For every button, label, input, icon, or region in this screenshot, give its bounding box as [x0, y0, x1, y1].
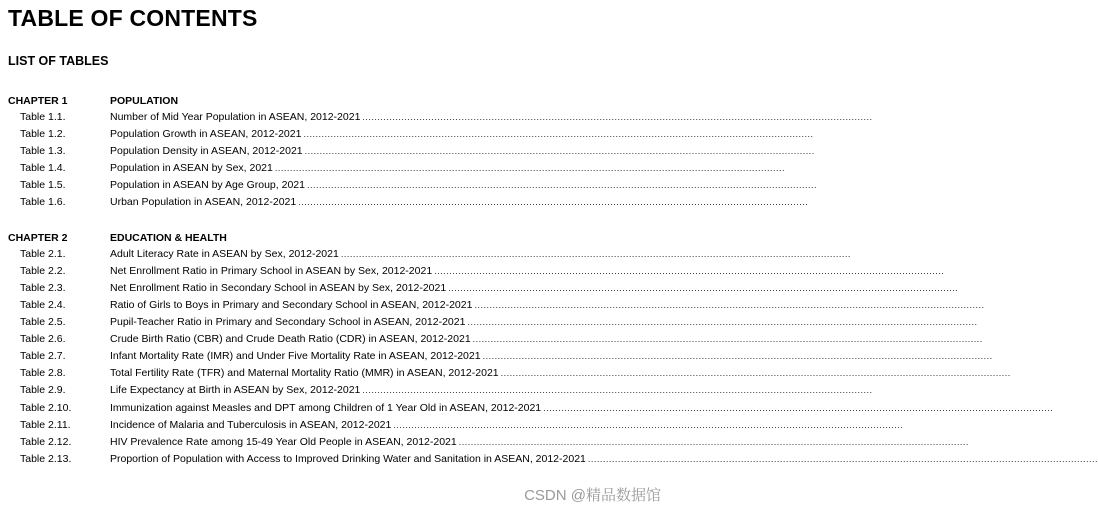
dot-leader: ..........................................................................................................................................................................: [467, 317, 978, 327]
toc-entry[interactable]: [20, 417, 904, 434]
table-number: Table 2.12.: [20, 436, 72, 448]
toc-entry[interactable]: [20, 194, 809, 211]
chapter-number: CHAPTER 2: [8, 232, 68, 244]
toc-entry[interactable]: [20, 263, 945, 280]
table-title: Population Density in ASEAN, 2012-2021: [110, 145, 303, 157]
toc-entry[interactable]: [20, 143, 815, 160]
toc-entry[interactable]: [20, 382, 873, 399]
toc-entry[interactable]: [20, 314, 978, 331]
table-title: Urban Population in ASEAN, 2012-2021: [110, 196, 297, 208]
toc-entry[interactable]: [20, 400, 1054, 417]
table-number: Table 1.6.: [20, 196, 66, 208]
table-number: Table 2.11.: [20, 419, 71, 431]
table-title: Crude Birth Ratio (CBR) and Crude Death Ratio (CDR) in ASEAN, 2012-2021: [110, 333, 471, 345]
chapter-name: EDUCATION & HEALTH: [110, 232, 227, 244]
table-title: Infant Mortality Rate (IMR) and Under Five Mortality Rate in ASEAN, 2012-2021: [110, 350, 481, 362]
list-of-tables-heading: LIST OF TABLES: [8, 54, 109, 68]
table-number: Table 2.5.: [20, 316, 66, 328]
dot-leader: ..........................................................................................................................................................................: [304, 146, 815, 156]
table-number: Table 1.4.: [20, 162, 66, 174]
table-number: Table 2.6.: [20, 333, 66, 345]
table-title: Population Growth in ASEAN, 2012-2021: [110, 128, 302, 140]
table-title: Incidence of Malaria and Tuberculosis in ASEAN, 2012-2021: [110, 419, 392, 431]
toc-entry[interactable]: [20, 126, 814, 143]
table-title: Adult Literacy Rate in ASEAN by Sex, 2012-2021: [110, 248, 339, 260]
dot-leader: ..........................................................................................................................................................................: [306, 180, 818, 190]
table-title: HIV Prevalence Rate among 15-49 Year Old People in ASEAN, 2012-2021: [110, 436, 457, 448]
table-title: Ratio of Girls to Boys in Primary and Secondary School in ASEAN, 2012-2021: [110, 299, 473, 311]
table-title: Net Enrollment Ratio in Secondary School in ASEAN by Sex, 2012-2021: [110, 282, 447, 294]
chapter-name: POPULATION: [110, 95, 179, 107]
dot-leader: ..........................................................................................................................................................................: [448, 283, 959, 293]
toc-entry[interactable]: [20, 177, 818, 194]
table-title: Life Expectancy at Birth in ASEAN by Sex, 2012-2021: [110, 384, 361, 396]
dot-leader: ..........................................................................................................................................................................: [482, 351, 993, 361]
chapter-number: CHAPTER 1: [8, 95, 68, 107]
chapter-heading: [8, 93, 675, 109]
dot-leader: ..........................................................................................................................................................................: [298, 197, 809, 207]
table-number: Table 2.7.: [20, 350, 66, 362]
dot-leader: ..........................................................................................................................................................................: [362, 385, 873, 395]
toc-entry[interactable]: [20, 297, 985, 314]
table-title: Pupil-Teacher Ratio in Primary and Secondary School in ASEAN, 2012-2021: [110, 316, 466, 328]
toc-entry[interactable]: [20, 451, 1098, 468]
dot-leader: ..........................................................................................................................................................................: [474, 300, 985, 310]
toc-entry[interactable]: [20, 348, 993, 365]
dot-leader: ..........................................................................................................................................................................: [274, 163, 785, 173]
table-title: Total Fertility Rate (TFR) and Maternal Mortality Ratio (MMR) in ASEAN, 2012-2021: [110, 367, 499, 379]
table-number: Table 2.8.: [20, 367, 66, 379]
table-number: Table 1.1.: [20, 111, 66, 123]
dot-leader: ..........................................................................................................................................................................: [500, 368, 1011, 378]
dot-leader: ..........................................................................................................................................................................: [434, 266, 945, 276]
table-title: Immunization against Measles and DPT among Children of 1 Year Old in ASEAN, 2012-2021: [110, 402, 542, 414]
table-number: Table 2.13.: [20, 453, 72, 465]
dot-leader: ..........................................................................................................................................................................: [362, 112, 873, 122]
dot-leader: ..........................................................................................................................................................................: [303, 129, 814, 139]
toc-entry[interactable]: [20, 331, 983, 348]
watermark: CSDN @精品数据馆: [524, 487, 661, 504]
table-title: Population in ASEAN by Sex, 2021: [110, 162, 273, 174]
table-number: Table 2.10.: [20, 402, 72, 414]
toc-entry[interactable]: [20, 109, 873, 126]
toc-entry[interactable]: [20, 434, 969, 451]
dot-leader: ..........................................................................................................................................................................: [458, 437, 969, 447]
dot-leader: ..........................................................................................................................................................................: [587, 454, 1098, 464]
toc-entry[interactable]: [20, 280, 959, 297]
dot-leader: ..........................................................................................................................................................................: [543, 403, 1054, 413]
table-number: Table 1.3.: [20, 145, 66, 157]
table-title: Net Enrollment Ratio in Primary School in ASEAN by Sex, 2012-2021: [110, 265, 433, 277]
chapter-heading: [8, 230, 675, 246]
table-title: Proportion of Population with Access to Improved Drinking Water and Sanitation in ASEAN, 2012-2021: [110, 453, 586, 465]
toc-entry[interactable]: [20, 365, 1011, 382]
dot-leader: ..........................................................................................................................................................................: [393, 420, 904, 430]
table-number: Table 2.4.: [20, 299, 66, 311]
dot-leader: ..........................................................................................................................................................................: [472, 334, 983, 344]
table-number: Table 2.3.: [20, 282, 66, 294]
dot-leader: ..........................................................................................................................................................................: [340, 249, 851, 259]
table-number: Table 2.9.: [20, 384, 66, 396]
table-title: Population in ASEAN by Age Group, 2021: [110, 179, 305, 191]
page-title: TABLE OF CONTENTS: [8, 5, 258, 31]
table-number: Table 1.5.: [20, 179, 66, 191]
toc-entry[interactable]: [20, 160, 785, 177]
table-number: Table 2.1.: [20, 248, 66, 260]
table-title: Number of Mid Year Population in ASEAN, 2012-2021: [110, 111, 361, 123]
toc-entry[interactable]: [20, 246, 851, 263]
table-number: Table 2.2.: [20, 265, 66, 277]
table-number: Table 1.2.: [20, 128, 66, 140]
